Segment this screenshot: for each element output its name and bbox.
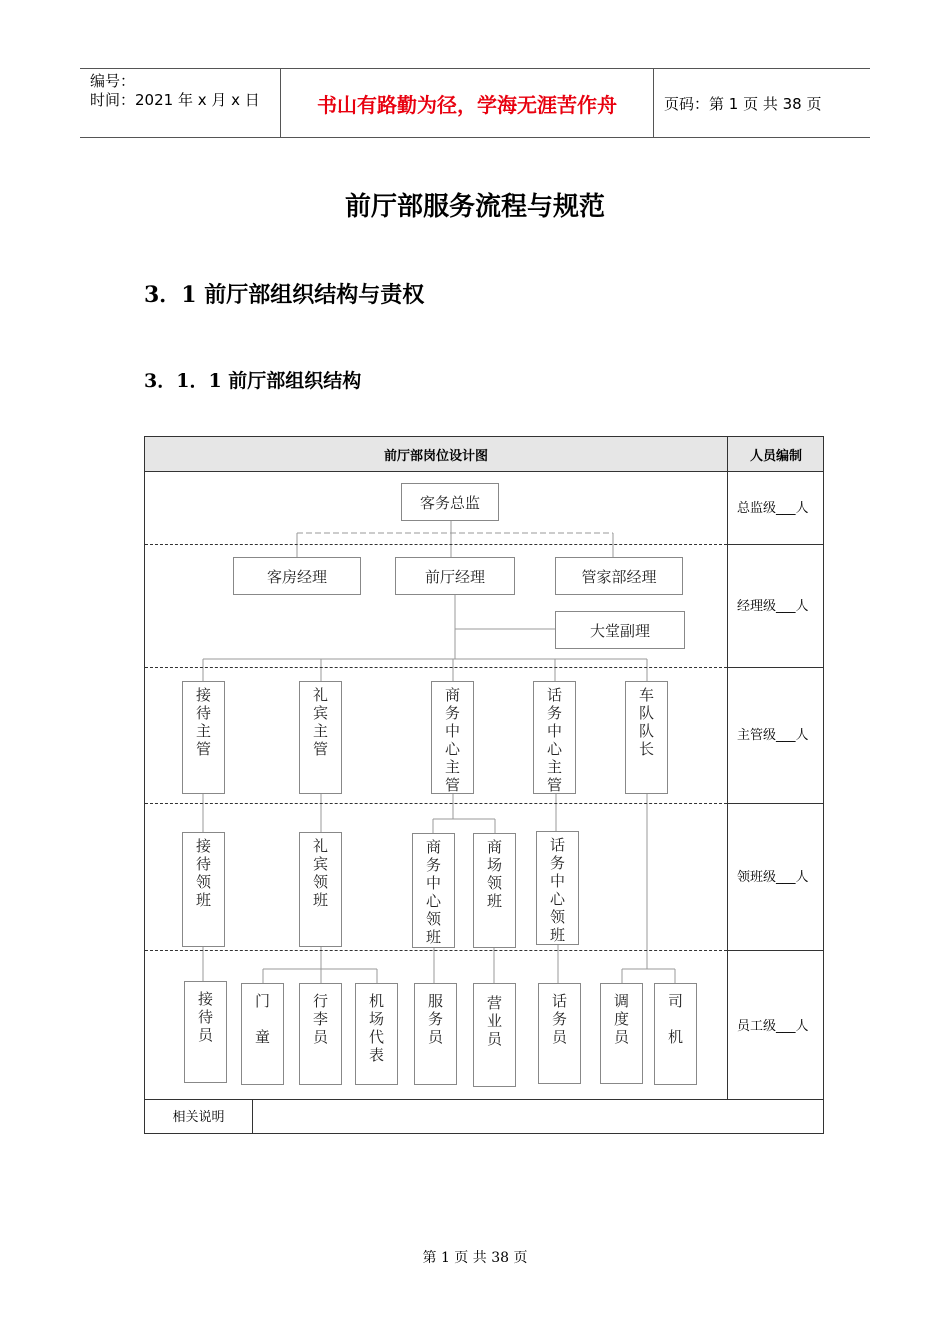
org-box-staff: 机 场 代 表	[355, 983, 398, 1085]
org-box-staff: 营 业 员	[473, 983, 516, 1087]
table-footer	[145, 1099, 823, 1134]
level-label-staff: 员工级___人	[737, 1019, 809, 1034]
level-divider	[145, 544, 727, 545]
page-header	[80, 68, 870, 138]
table-header-side: 人员编制	[727, 437, 824, 471]
document-title: 前厅部服务流程与规范	[344, 192, 605, 222]
org-chart-table	[144, 436, 824, 1134]
org-box-leader: 接 待 领 班	[182, 832, 225, 947]
level-divider-side	[727, 803, 823, 804]
table-header-main: 前厅部岗位设计图	[383, 448, 488, 464]
org-box-manager: 管家部经理	[555, 557, 683, 595]
section-heading: 3．1 前厅部组织结构与责权	[144, 282, 425, 308]
org-box-director: 客务总监	[401, 483, 499, 521]
org-box-supervisor: 话 务 中 心 主 管	[533, 681, 576, 794]
org-box-leader: 礼 宾 领 班	[299, 832, 342, 947]
org-box-staff: 服 务 员	[414, 983, 457, 1085]
org-box-manager: 前厅经理	[395, 557, 515, 595]
level-label-supervisor: 主管级___人	[737, 728, 809, 743]
level-divider-side	[727, 667, 823, 668]
subsection-heading: 3．1．1 前厅部组织结构	[144, 370, 362, 392]
org-box-staff: 接 待 员	[184, 981, 227, 1083]
header-meta	[80, 69, 281, 137]
org-box-assistant-manager: 大堂副理	[555, 611, 685, 649]
org-box-leader: 商 场 领 班	[473, 833, 516, 948]
org-box-staff: 调 度 员	[600, 983, 643, 1084]
org-box-staff: 司 机	[654, 983, 697, 1085]
org-box-supervisor: 车 队 队 长	[625, 681, 668, 794]
header-page-info: 页码：第 1 页 共 38 页	[664, 94, 822, 113]
footer-notes-label: 相关说明	[145, 1100, 253, 1134]
level-divider	[145, 667, 727, 668]
level-divider	[145, 950, 727, 951]
level-divider-side	[727, 544, 823, 545]
column-divider	[727, 471, 728, 1099]
level-label-manager: 经理级___人	[737, 599, 809, 614]
page-footer: 第 1 页 共 38 页	[422, 1250, 528, 1266]
org-box-staff: 门 童	[241, 983, 284, 1085]
org-box-leader: 商 务 中 心 领 班	[412, 833, 455, 948]
org-box-manager: 客房经理	[233, 557, 361, 595]
header-motto: 书山有路勤为径，学海无涯苦作舟	[281, 69, 654, 137]
level-label-leader: 领班级___人	[737, 870, 809, 885]
level-label-director: 总监级___人	[737, 501, 809, 516]
org-box-supervisor: 商 务 中 心 主 管	[431, 681, 474, 794]
time-label: 时间：2021 年 x 月 x 日	[90, 91, 260, 109]
level-divider	[145, 803, 727, 804]
number-label: 编号：	[90, 72, 136, 90]
org-box-supervisor: 接 待 主 管	[182, 681, 225, 794]
level-divider-side	[727, 950, 823, 951]
org-box-staff: 行 李 员	[299, 983, 342, 1085]
org-box-staff: 话 务 员	[538, 983, 581, 1084]
org-box-supervisor: 礼 宾 主 管	[299, 681, 342, 794]
org-box-leader: 话 务 中 心 领 班	[536, 831, 579, 945]
